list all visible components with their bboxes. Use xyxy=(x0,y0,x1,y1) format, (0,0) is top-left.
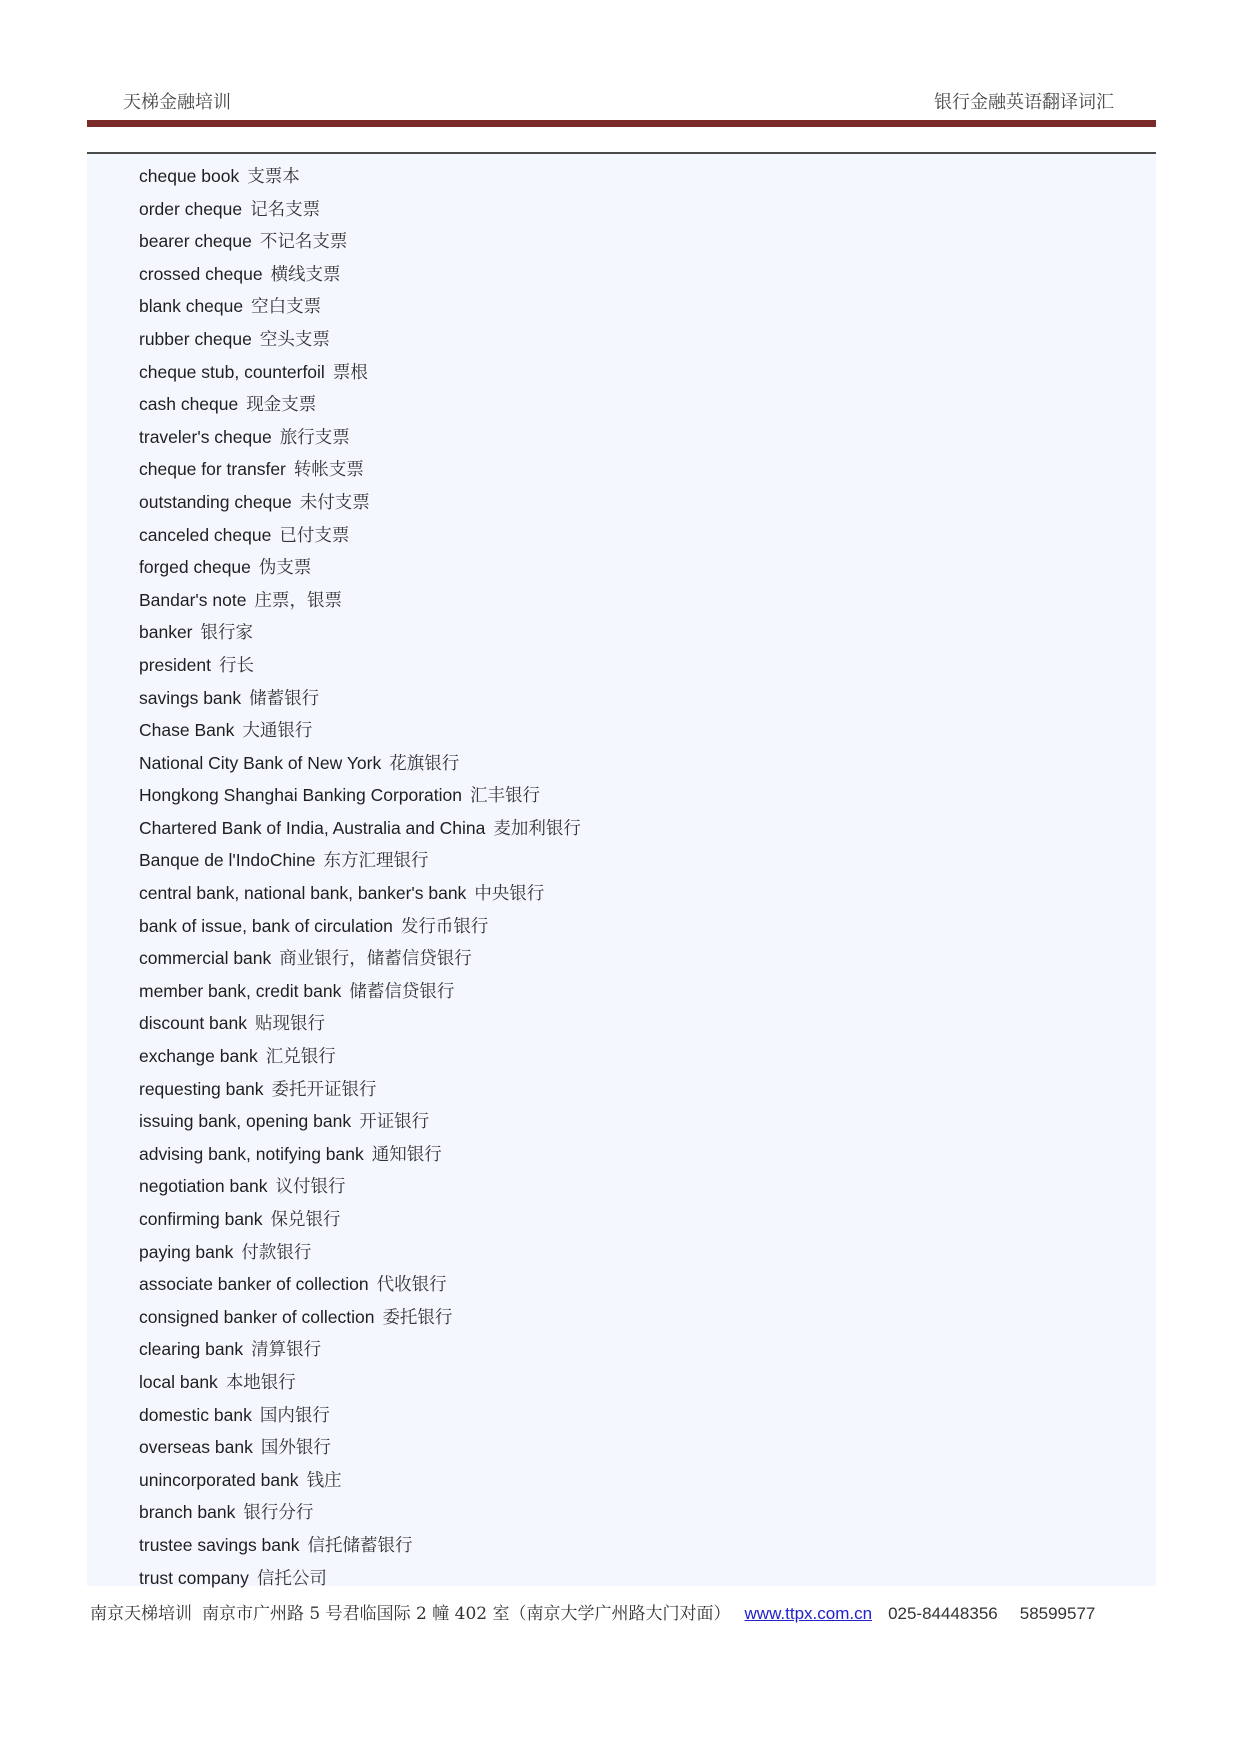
glossary-entry xyxy=(139,421,581,454)
entry-english-term: member bank, credit bank xyxy=(139,980,342,1001)
glossary-entry xyxy=(139,388,581,421)
glossary-entry xyxy=(139,975,581,1008)
entry-chinese-translation: 清算银行 xyxy=(251,1340,322,1361)
entry-chinese-translation: 转帐支票 xyxy=(293,460,364,481)
entry-english-term: trust company xyxy=(139,1567,249,1588)
glossary-entry xyxy=(139,747,581,780)
entry-chinese-translation: 中央银行 xyxy=(474,884,545,905)
entry-chinese-translation: 东方汇理银行 xyxy=(323,851,429,872)
entry-english-term: forged cheque xyxy=(139,557,251,578)
entry-english-term: outstanding cheque xyxy=(139,491,292,512)
entry-chinese-translation: 付款银行 xyxy=(241,1242,312,1263)
entry-chinese-translation: 横线支票 xyxy=(270,264,341,285)
page-footer xyxy=(90,1599,1160,1624)
glossary-entry xyxy=(139,1529,581,1562)
glossary-entry xyxy=(139,616,581,649)
entry-chinese-translation: 保兑银行 xyxy=(270,1210,341,1230)
entry-chinese-translation: 信托公司 xyxy=(256,1568,327,1589)
entry-chinese-translation: 储蓄银行 xyxy=(249,688,320,709)
entry-chinese-translation: 委托银行 xyxy=(382,1307,453,1328)
entry-chinese-translation: 银行分行 xyxy=(243,1503,314,1524)
entry-english-term: savings bank xyxy=(139,687,242,708)
glossary-entry xyxy=(139,1399,581,1432)
entry-english-term: Chase Bank xyxy=(139,720,235,741)
glossary-entry xyxy=(139,844,581,877)
entry-english-term: issuing bank, opening bank xyxy=(139,1111,352,1132)
entry-chinese-translation: 信托储蓄银行 xyxy=(307,1535,413,1556)
glossary-entry xyxy=(139,1203,581,1236)
entry-chinese-translation: 行长 xyxy=(219,655,254,676)
entry-english-term: discount bank xyxy=(139,1013,247,1034)
entry-english-term: negotiation bank xyxy=(139,1176,268,1197)
entry-english-term: banker xyxy=(139,622,193,643)
glossary-entry xyxy=(139,1105,581,1138)
entry-english-term: paying bank xyxy=(139,1241,234,1262)
entry-english-term: cheque stub, counterfoil xyxy=(139,361,325,382)
entry-chinese-translation: 空白支票 xyxy=(251,297,322,318)
glossary-entry xyxy=(139,1366,581,1399)
entry-chinese-translation: 代收银行 xyxy=(376,1275,447,1296)
entry-english-term: domestic bank xyxy=(139,1404,252,1425)
entry-english-term: Chartered Bank of India, Australia and China xyxy=(139,817,486,838)
entry-chinese-translation: 记名支票 xyxy=(250,199,321,220)
glossary-entry xyxy=(139,1073,581,1106)
entry-chinese-translation: 本地银行 xyxy=(225,1372,296,1393)
entry-chinese-translation: 钱庄 xyxy=(306,1470,342,1491)
footer-phone: 025-84448356 xyxy=(888,1604,998,1623)
glossary-content xyxy=(87,154,1156,1589)
entry-english-term: bank of issue, bank of circulation xyxy=(139,915,393,936)
glossary-entry xyxy=(139,682,581,715)
glossary-entry xyxy=(139,1040,581,1073)
glossary-entry xyxy=(139,323,581,356)
entry-chinese-translation: 麦加利银行 xyxy=(493,818,581,839)
glossary-entry xyxy=(139,193,581,226)
entry-chinese-translation: 票根 xyxy=(332,362,368,383)
entry-chinese-translation: 国内银行 xyxy=(259,1405,330,1426)
entry-chinese-translation: 花旗银行 xyxy=(389,753,460,774)
entry-chinese-translation: 现金支票 xyxy=(246,395,317,416)
entry-english-term: trustee savings bank xyxy=(139,1534,300,1555)
entry-english-term: rubber cheque xyxy=(139,328,252,349)
glossary-entry xyxy=(139,877,581,910)
footer-website-link[interactable]: www.ttpx.com.cn xyxy=(744,1604,873,1623)
glossary-entry xyxy=(139,649,581,682)
glossary-entry xyxy=(139,942,581,975)
entry-english-term: requesting bank xyxy=(139,1078,264,1099)
entry-chinese-translation: 商业银行，储蓄信贷银行 xyxy=(279,949,472,970)
glossary-entry xyxy=(139,519,581,552)
glossary-entry xyxy=(139,779,581,812)
glossary-entry xyxy=(139,1333,581,1366)
glossary-entry xyxy=(139,1170,581,1203)
entry-english-term: unincorporated bank xyxy=(139,1469,299,1490)
entry-english-term: bearer cheque xyxy=(139,231,252,252)
entry-english-term: branch bank xyxy=(139,1502,236,1523)
entry-english-term: consigned banker of collection xyxy=(139,1306,375,1327)
glossary-entry xyxy=(139,1007,581,1040)
entry-english-term: Hongkong Shanghai Banking Corporation xyxy=(139,785,463,806)
entry-chinese-translation: 已付支票 xyxy=(279,525,350,546)
entry-english-term: cheque book xyxy=(139,166,240,186)
entry-english-term: cheque for transfer xyxy=(139,459,286,480)
entry-english-term: central bank, national bank, banker's bank xyxy=(139,883,467,904)
entry-english-term: clearing bank xyxy=(139,1339,244,1360)
entry-english-term: crossed cheque xyxy=(139,263,263,284)
glossary-entry xyxy=(139,1138,581,1171)
entry-chinese-translation: 委托开证银行 xyxy=(271,1079,377,1100)
entry-english-term: president xyxy=(139,654,211,675)
entry-english-term: Bandar's note xyxy=(139,589,247,610)
entry-english-term: order cheque xyxy=(139,198,243,219)
entry-chinese-translation: 储蓄信贷银行 xyxy=(349,981,455,1002)
entry-chinese-translation: 未付支票 xyxy=(299,492,370,513)
entry-english-term: National City Bank of New York xyxy=(139,752,382,773)
glossary-entry xyxy=(139,225,581,258)
footer-school-name: 南京天梯培训 xyxy=(90,1604,192,1624)
glossary-entry xyxy=(139,1268,581,1301)
glossary-entry xyxy=(139,910,581,943)
entry-english-term: exchange bank xyxy=(139,1046,258,1067)
glossary-entry xyxy=(139,486,581,519)
footer-phone-secondary: 58599577 xyxy=(1019,1604,1096,1623)
entry-english-term: Banque de l'IndoChine xyxy=(139,850,316,871)
entry-english-term: local bank xyxy=(139,1371,218,1392)
entry-english-term: overseas bank xyxy=(139,1437,253,1458)
entry-chinese-translation: 汇丰银行 xyxy=(470,786,541,807)
glossary-entry xyxy=(139,1496,581,1529)
entry-chinese-translation: 旅行支票 xyxy=(279,427,350,448)
entry-chinese-translation: 国外银行 xyxy=(260,1438,331,1459)
footer-address: 南京市广州路 5 号君临国际 2 幢 402 室（南京大学广州路大门对面） xyxy=(202,1604,731,1624)
glossary-entry xyxy=(139,258,581,291)
entry-english-term: cash cheque xyxy=(139,394,239,415)
entry-english-term: canceled cheque xyxy=(139,524,272,545)
entry-chinese-translation: 银行家 xyxy=(200,623,254,644)
header-thick-divider xyxy=(87,120,1156,127)
glossary-entry xyxy=(139,551,581,584)
entry-english-term: commercial bank xyxy=(139,948,272,969)
glossary-entry xyxy=(139,1562,581,1595)
glossary-entry xyxy=(139,1464,581,1497)
entry-english-term: associate banker of collection xyxy=(139,1274,369,1295)
entry-chinese-translation: 伪支票 xyxy=(258,558,312,579)
page-header xyxy=(87,86,1154,116)
entry-chinese-translation: 空头支票 xyxy=(259,329,330,350)
entry-chinese-translation: 汇兑银行 xyxy=(265,1047,336,1068)
entry-chinese-translation: 开证银行 xyxy=(359,1112,430,1133)
glossary-entry xyxy=(139,584,581,617)
glossary-entry xyxy=(139,812,581,845)
entry-chinese-translation: 大通银行 xyxy=(242,721,313,742)
entry-chinese-translation: 通知银行 xyxy=(371,1144,442,1165)
entry-chinese-translation: 不记名支票 xyxy=(259,232,348,253)
glossary-entry xyxy=(139,1301,581,1334)
entry-chinese-translation: 庄票，银票 xyxy=(254,590,342,611)
header-left-title: 天梯金融培训 xyxy=(123,92,231,113)
glossary-entry xyxy=(139,453,581,486)
glossary-entry xyxy=(139,714,581,747)
header-right-title: 银行金融英语翻译词汇 xyxy=(934,92,1114,113)
entry-chinese-translation: 支票本 xyxy=(247,167,300,187)
glossary-entry xyxy=(139,1431,581,1464)
glossary-entry xyxy=(139,1236,581,1269)
entry-chinese-translation: 议付银行 xyxy=(275,1177,346,1198)
glossary-list xyxy=(139,160,581,1594)
glossary-entry xyxy=(139,356,581,389)
entry-chinese-translation: 发行币银行 xyxy=(400,916,489,937)
glossary-entry xyxy=(139,160,581,193)
entry-english-term: blank cheque xyxy=(139,296,244,317)
entry-english-term: advising bank, notifying bank xyxy=(139,1143,364,1164)
entry-english-term: traveler's cheque xyxy=(139,426,272,447)
entry-english-term: confirming bank xyxy=(139,1209,263,1229)
glossary-entry xyxy=(139,290,581,323)
entry-chinese-translation: 贴现银行 xyxy=(255,1014,325,1035)
